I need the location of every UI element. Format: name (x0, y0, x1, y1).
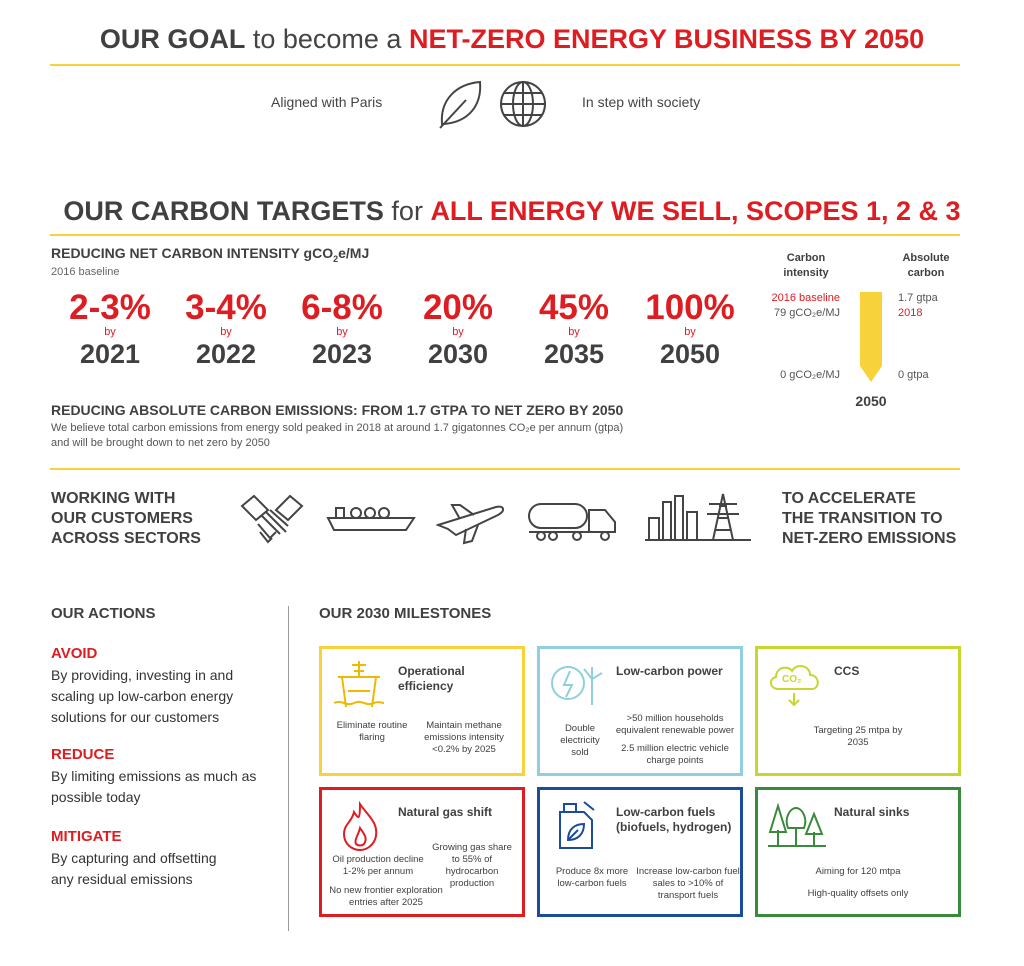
milestones-title: OUR 2030 MILESTONES (319, 605, 492, 622)
target-year: 2035 (543, 339, 605, 369)
box-title: Low-carbon power (616, 664, 723, 678)
milestone-low-carbon-fuels (537, 787, 743, 917)
intensity-title-sub: 2 (333, 253, 339, 264)
box-text: Targeting 25 mtpa by 2035 (813, 725, 903, 748)
tanker-truck-icon (527, 500, 617, 547)
absolute-title: REDUCING ABSOLUTE CARBON EMISSIONS: FROM 1.7 GTPA TO NET ZERO BY 2050 (51, 402, 624, 418)
oil-platform-icon (332, 657, 386, 714)
intensity-title-pre: REDUCING NET CARBON INTENSITY gCO (51, 245, 334, 261)
mid-rule (50, 468, 960, 470)
box-text: Increase low-carbon fuel sales to >10% of transport fuels (636, 866, 740, 901)
wind-power-icon (548, 659, 606, 712)
target-item (635, 290, 745, 370)
side-baseline: 2016 baseline (771, 292, 840, 304)
target-pct: 6-8% (301, 288, 383, 327)
box-text: 2.5 million electric vehicle charge points (621, 743, 729, 766)
targets-bold1: OUR CARBON TARGETS (63, 196, 384, 226)
target-pct: 100% (645, 288, 735, 327)
targets-rule (50, 234, 960, 236)
fuel-can-icon (554, 798, 598, 857)
absolute-line2: and will be brought down to net zero by 2050 (51, 437, 270, 449)
goal-light: to become a (245, 24, 409, 54)
side-zero-left: 0 gCO₂e/MJ (780, 369, 840, 381)
divider (288, 606, 289, 931)
targets-light: for (383, 196, 431, 226)
box-title: Natural sinks (834, 805, 910, 819)
target-item (171, 290, 281, 370)
box-text: Produce 8x more low-carbon fuels (555, 866, 629, 889)
trees-icon (766, 800, 828, 855)
goal-rule (50, 64, 960, 66)
side-year: 2050 (855, 393, 887, 409)
target-by: by (104, 326, 116, 338)
airplane-icon (436, 499, 506, 550)
box-text: High-quality offsets only (807, 888, 909, 899)
action-reduce-text: By limiting emissions as much as possible today (51, 768, 257, 805)
targets-heading (0, 196, 1024, 227)
co2-cloud-icon (766, 659, 822, 714)
goal-heading (0, 24, 1024, 55)
milestone-operational-efficiency (319, 646, 525, 776)
target-year: 2050 (659, 339, 721, 369)
actions-title: OUR ACTIONS (51, 605, 156, 622)
box-text: Oil production decline 1-2% per annum (332, 854, 424, 877)
target-item (287, 290, 397, 370)
box-title: Operational efficiency (398, 664, 465, 693)
target-pct: 3-4% (185, 288, 267, 327)
customers-right: TO ACCELERATE THE TRANSITION TO NET-ZERO EMISSIONS (782, 490, 957, 547)
side-abs-val: 1.7 gtpa (898, 292, 938, 304)
intensity-title (51, 245, 369, 264)
target-item (55, 290, 165, 370)
target-item (519, 290, 629, 370)
goal-bold2: NET-ZERO ENERGY BUSINESS BY 2050 (408, 24, 925, 54)
box-text: Aiming for 120 mtpa (815, 866, 901, 877)
target-pct: 2-3% (69, 288, 151, 327)
target-by: by (220, 326, 232, 338)
handshake-icon (240, 492, 304, 555)
co2-label: CO₂ (782, 674, 802, 685)
in-step-society: In step with society (582, 94, 701, 110)
ship-icon (326, 500, 416, 539)
milestone-low-carbon-power (537, 646, 743, 776)
goal-bold1: OUR GOAL (99, 24, 246, 54)
box-text: Double electricity sold (560, 723, 600, 758)
target-year: 2023 (311, 339, 373, 369)
action-reduce-head: REDUCE (51, 746, 115, 763)
side-zero-right: 0 gtpa (898, 369, 929, 381)
box-title: Natural gas shift (398, 805, 493, 819)
globe-icon (496, 78, 550, 135)
flame-icon (338, 800, 382, 857)
reduction-arrow (854, 292, 888, 389)
targets-bold2: ALL ENERGY WE SELL, SCOPES 1, 2 & 3 (430, 196, 961, 226)
intensity-title-post: e/MJ (338, 245, 370, 261)
box-text: >50 million households equivalent renewable power (615, 713, 735, 736)
milestone-natural-gas-shift (319, 787, 525, 917)
action-avoid-head: AVOID (51, 645, 98, 662)
box-text: Eliminate routine flaring (336, 720, 408, 743)
box-title: Low-carbon fuels (biofuels, hydrogen) (616, 805, 732, 834)
target-year: 2022 (195, 339, 257, 369)
action-avoid-text: By providing, investing in and scaling up low-carbon energy solutions for our customers (51, 667, 234, 725)
absolute-line1: We believe total carbon emissions from energy sold peaked in 2018 at around 1.7 gigatonnes CO₂e per annum (gtpa) (51, 422, 624, 434)
side-col1: Carbon intensity (783, 252, 829, 279)
target-pct: 45% (538, 288, 610, 327)
milestone-natural-sinks (755, 787, 961, 917)
action-mitigate-head: MITIGATE (51, 828, 122, 845)
box-text: Growing gas share to 55% of hydrocarbon production (432, 842, 512, 889)
side-abs-year: 2018 (898, 307, 923, 319)
target-year: 2021 (79, 339, 141, 369)
intensity-baseline: 2016 baseline (51, 266, 120, 278)
customers-left: WORKING WITH OUR CUSTOMERS ACROSS SECTORS (51, 490, 201, 547)
box-title: CCS (834, 664, 860, 678)
target-pct: 20% (422, 288, 494, 327)
leaf-icon (436, 78, 486, 135)
industry-icon (643, 490, 753, 547)
box-text: No new frontier exploration entries after 2025 (329, 885, 443, 908)
target-year: 2030 (427, 339, 489, 369)
target-by: by (452, 326, 464, 338)
target-by: by (684, 326, 696, 338)
aligned-paris: Aligned with Paris (271, 94, 383, 110)
action-mitigate-text: By capturing and offsetting any residual emissions (51, 850, 217, 887)
target-by: by (568, 326, 580, 338)
side-col2: Absolute carbon (902, 252, 950, 279)
milestone-ccs (755, 646, 961, 776)
box-text: Maintain methane emissions intensity <0.2% by 2025 (424, 720, 504, 755)
target-by: by (336, 326, 348, 338)
target-item (403, 290, 513, 370)
side-baseline-val: 79 gCO₂e/MJ (773, 307, 840, 319)
